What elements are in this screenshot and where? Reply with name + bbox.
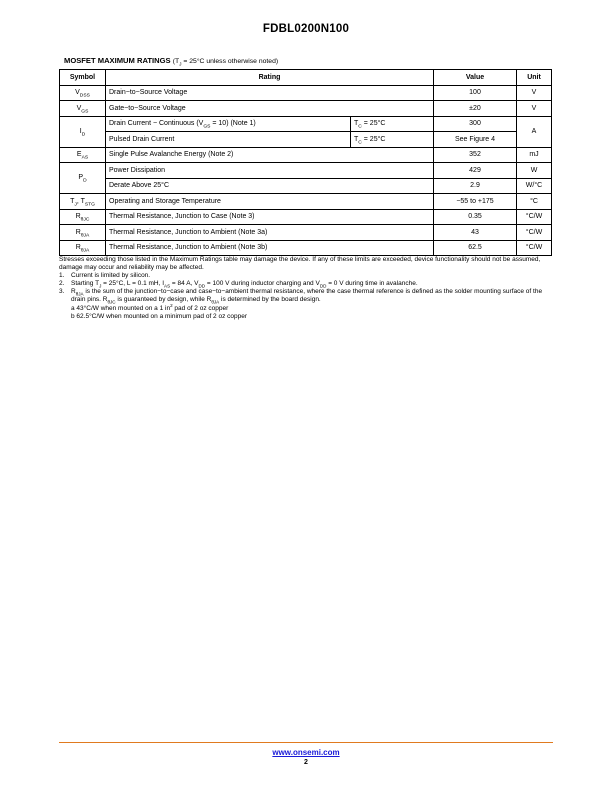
document-header-title: FDBL0200N100	[262, 23, 350, 35]
rating-cell: Single Pulse Avalanche Energy (Note 2)	[106, 147, 434, 163]
rating-cell: Derate Above 25°C	[106, 178, 434, 194]
rating-cell: Thermal Resistance, Junction to Ambient (Note 3b)	[106, 240, 434, 256]
rating-cell: Pulsed Drain Current	[106, 132, 351, 148]
website-link[interactable]: www.onsemi.com	[272, 748, 340, 757]
section-title	[64, 56, 279, 68]
symbol-cell: $R_{\theta JC}$	[60, 209, 106, 225]
symbol-cell: $V_{GS}$	[60, 101, 106, 117]
note-3b: b 62.5°C/W when mounted on a minimum pad of 2 oz copper	[71, 312, 248, 320]
value-cell: 300	[434, 116, 517, 132]
page-number: 2	[304, 759, 308, 766]
header-unit: Unit	[517, 70, 552, 86]
footer-divider	[59, 742, 553, 743]
table-row	[60, 101, 552, 117]
rating-cell: Drain Current − Continuous $(V_{GS} = 10)$ (Note 1)	[106, 116, 351, 132]
table-row	[60, 225, 552, 241]
table-row	[60, 147, 552, 163]
note-number: 1.	[59, 272, 65, 280]
header-value: Value	[434, 70, 517, 86]
unit-cell: V	[517, 85, 552, 101]
section-title-condition: ($T_J = 25^\circ C$ unless otherwise noted)	[172, 58, 279, 68]
condition-cell: $T_C = 25^\circ C$	[351, 116, 434, 132]
unit-cell: W	[517, 163, 552, 179]
table-row	[60, 240, 552, 256]
symbol-cell: $I_D$	[60, 116, 106, 147]
note-text: $R_{\theta JA}$ is the sum of the junction−to−case and case−to−ambient thermal resistance, where the case thermal reference is defined as the solder mounting surface of the drain pins. $R_{\theta JC}$ is guaranteed by design, while $R_{\theta JA}$ is determined by the board design.	[71, 288, 543, 305]
unit-cell: V	[517, 101, 552, 117]
table-row	[60, 132, 552, 148]
maximum-ratings-table	[59, 69, 552, 256]
value-cell: 62.5	[434, 240, 517, 256]
header-rating: Rating	[106, 70, 434, 86]
unit-cell: °C/W	[517, 225, 552, 241]
symbol-cell: $E_{AS}$	[60, 147, 106, 163]
note-number: 2.	[59, 280, 65, 288]
rating-cell: Gate−to−Source Voltage	[106, 101, 434, 117]
note-number: 3.	[59, 288, 65, 296]
table-row	[60, 209, 552, 225]
value-cell: 2.9	[434, 178, 517, 194]
table-row	[60, 178, 552, 194]
note-text: Starting $T_J = 25^\circ C$, L = 0.1 mH, $I_{AS} = 84$ A, $V_{DD} = 100$ V during inductor charging and $V_{DD} = 0$ V during time in avalanche.	[71, 280, 418, 289]
table-row	[60, 116, 552, 132]
value-cell: 43	[434, 225, 517, 241]
value-cell: 352	[434, 147, 517, 163]
value-cell: ±20	[434, 101, 517, 117]
stress-disclaimer: Stresses exceeding those listed in the Maximum Ratings table may damage the device. If any of these limits are exceeded, device functionality should not be assumed, damage may occur and reliability may be affected.	[59, 256, 541, 272]
section-title-text: MOSFET MAXIMUM RATINGS	[64, 56, 171, 65]
unit-cell: °C/W	[517, 240, 552, 256]
table-row	[60, 163, 552, 179]
note-text: Current is limited by silicon.	[71, 272, 151, 280]
symbol-cell: $V_{DSS}$	[60, 85, 106, 101]
rating-cell: Thermal Resistance, Junction to Ambient (Note 3a)	[106, 225, 434, 241]
note-3a: a 43°C/W when mounted on a 1 $in^2$ pad of 2 oz copper	[71, 302, 229, 312]
notes-section	[59, 256, 553, 321]
value-cell: 100	[434, 85, 517, 101]
table-row	[60, 85, 552, 101]
value-cell: −55 to +175	[434, 194, 517, 210]
symbol-cell: $T_J$, $T_{STG}$	[60, 194, 106, 210]
rating-cell: Power Dissipation	[106, 163, 434, 179]
symbol-cell: $R_{\theta JA}$	[60, 240, 106, 256]
table-row	[60, 194, 552, 210]
table-header-row	[60, 70, 552, 86]
value-cell: 429	[434, 163, 517, 179]
header-symbol: Symbol	[60, 70, 106, 86]
value-cell: 0.35	[434, 209, 517, 225]
rating-cell: Operating and Storage Temperature	[106, 194, 434, 210]
symbol-cell: $R_{\theta JA}$	[60, 225, 106, 241]
note-2	[59, 280, 553, 288]
symbol-cell: $P_D$	[60, 163, 106, 194]
unit-cell: W/°C	[517, 178, 552, 194]
unit-cell: °C	[517, 194, 552, 210]
unit-cell: mJ	[517, 147, 552, 163]
value-cell: See Figure 4	[434, 132, 517, 148]
unit-cell: °C/W	[517, 209, 552, 225]
rating-cell: Thermal Resistance, Junction to Case (Note 3)	[106, 209, 434, 225]
condition-cell: $T_C = 25^\circ C$	[351, 132, 434, 148]
unit-cell: A	[517, 116, 552, 147]
rating-cell: Drain−to−Source Voltage	[106, 85, 434, 101]
note-3	[59, 288, 553, 304]
